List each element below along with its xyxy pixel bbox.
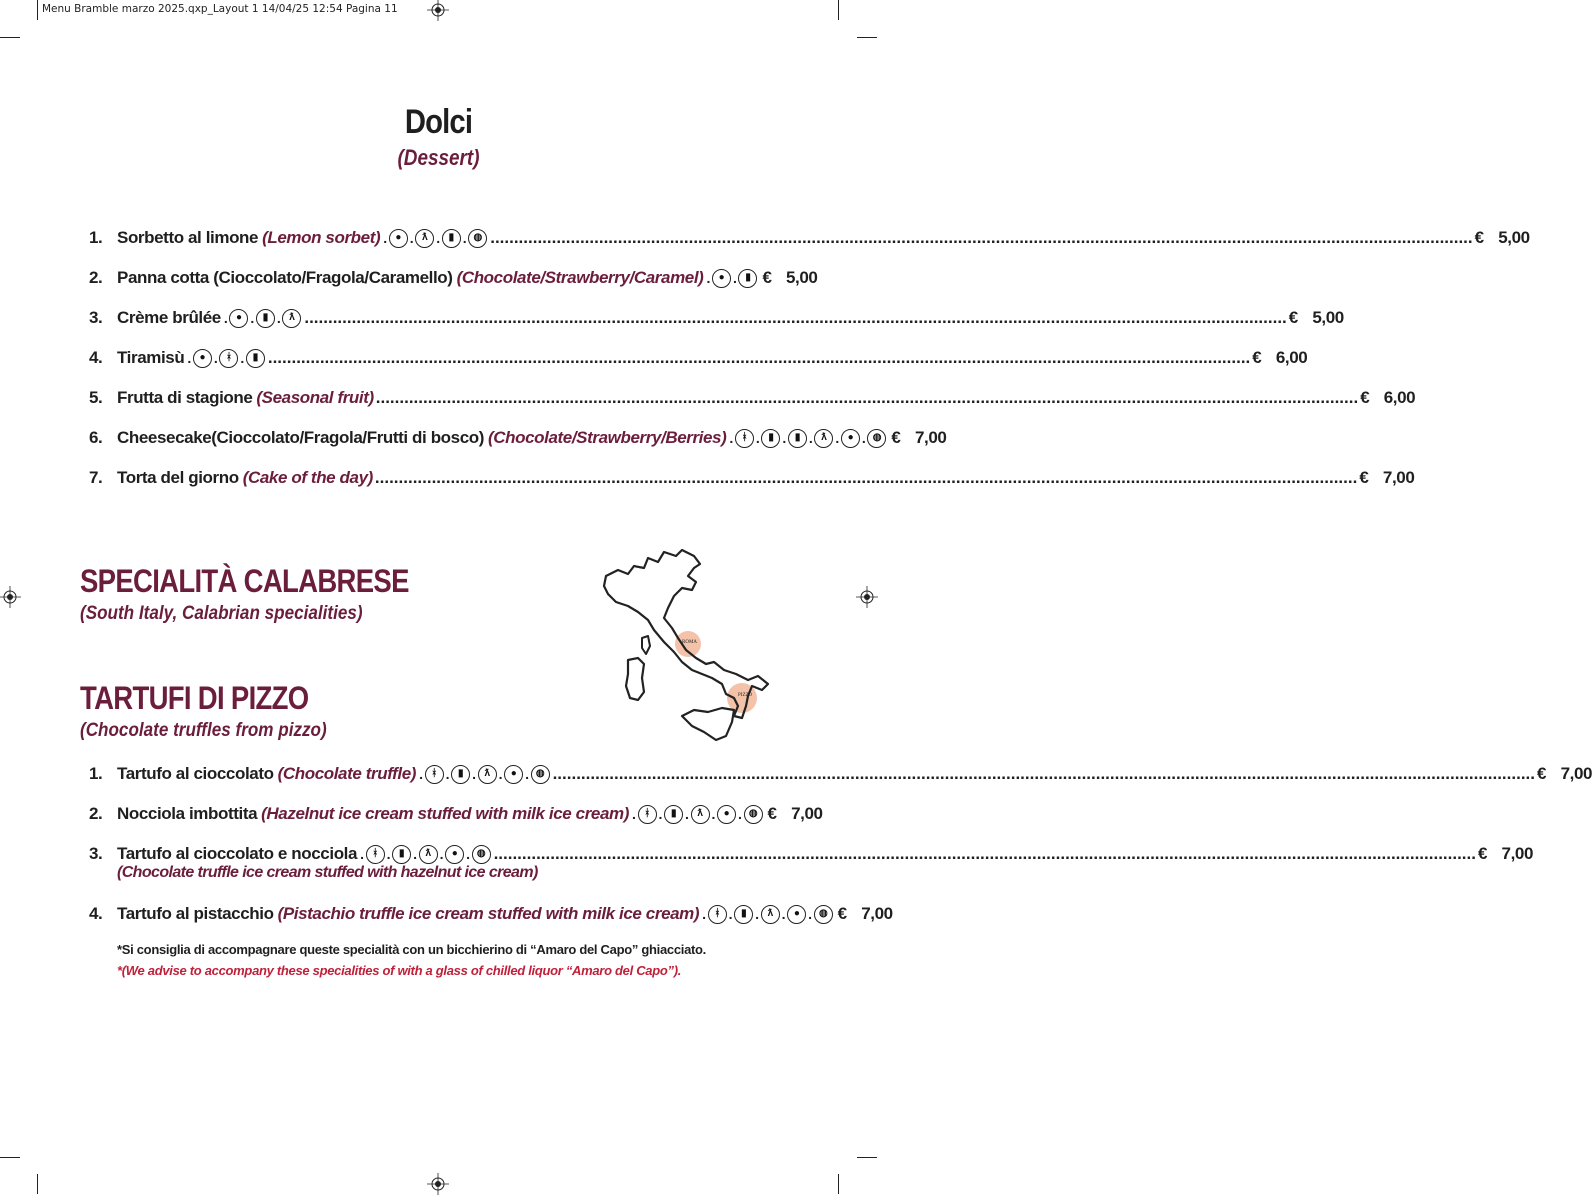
separator-dot: . <box>781 906 786 922</box>
celery-icon: ƛ <box>415 229 434 248</box>
menu-item <box>89 386 1416 410</box>
separator-dot: . <box>250 310 254 326</box>
separator-dot: . <box>466 846 470 862</box>
crop-mark <box>0 1157 20 1158</box>
bottle-icon: ▮ <box>734 905 753 924</box>
currency-symbol: € <box>1288 308 1298 327</box>
note-english: *(We advise to accompany these specialities of with a glass of chilled liquor “Amaro del Capo”). <box>117 963 682 978</box>
separator-dot: . <box>706 270 710 286</box>
celery-icon: ƛ <box>419 845 438 864</box>
separator-dot: . <box>732 270 737 286</box>
separator-dot: . <box>436 230 440 246</box>
separator-dot: . <box>632 806 636 822</box>
section-title-tartufi: TARTUFI DI PIZZO <box>80 680 309 716</box>
section-subtitle-calabrese: (South Italy, Calabrian specialities) <box>80 603 363 624</box>
item-name: Cheesecake(Cioccolato/Fragola/Frutti di bosco) <box>117 428 485 447</box>
bottle-icon: ▮ <box>761 429 780 448</box>
drop-icon: ● <box>712 269 731 288</box>
item-translation: (Chocolate/Strawberry/Caramel) <box>456 268 704 287</box>
drop-icon: ● <box>841 429 860 448</box>
bottle-icon: ▮ <box>442 229 461 248</box>
allergen-icons <box>728 429 887 448</box>
item-price: 5,00 <box>1312 308 1344 327</box>
celery-icon: ƛ <box>814 429 833 448</box>
currency-symbol: € <box>767 804 777 823</box>
item-price: 7,00 <box>1560 764 1592 783</box>
crop-mark <box>838 0 839 20</box>
menu-item <box>89 762 1592 786</box>
bottle-icon: ▮ <box>738 269 757 288</box>
drop-icon: ● <box>193 349 212 368</box>
sardinia-outline <box>626 658 644 700</box>
item-price: 6,00 <box>1275 348 1308 367</box>
separator-dot: . <box>782 430 786 446</box>
drop-icon: ● <box>389 229 408 248</box>
menu-item <box>89 306 1344 330</box>
separator-dot: . <box>187 350 191 366</box>
item-name: Tiramisù <box>117 348 185 367</box>
item-number: 3. <box>89 308 103 327</box>
pizzo-map-label: PIZZO <box>738 693 753 698</box>
wheat-icon: ᚼ <box>219 349 238 368</box>
separator-dot: . <box>702 906 706 922</box>
nut-icon: ◍ <box>744 805 763 824</box>
item-number: 1. <box>89 764 103 783</box>
allergen-icons <box>705 269 758 288</box>
menu-item <box>89 466 1415 490</box>
separator-dot: . <box>729 430 733 446</box>
bottle-icon: ▮ <box>451 765 470 784</box>
dot-leader <box>304 308 1286 328</box>
crop-mark <box>37 0 38 20</box>
item-name: Tartufo al cioccolato e nocciola <box>117 844 358 863</box>
roma-map-label: ROMA <box>682 640 698 645</box>
separator-dot: . <box>808 430 813 446</box>
dot-leader <box>553 764 1535 784</box>
item-translation: (Seasonal fruit) <box>256 388 374 407</box>
note-italian: *Si consiglia di accompagnare queste specialità con un bicchierino di “Amaro del Capo” ghiacciato. <box>117 942 706 957</box>
separator-dot: . <box>383 230 387 246</box>
currency-symbol: € <box>1474 228 1484 247</box>
nut-icon: ◍ <box>531 765 550 784</box>
item-price: 7,00 <box>914 428 947 447</box>
bottle-icon: ▮ <box>392 845 411 864</box>
registration-mark <box>0 586 21 608</box>
separator-dot: . <box>728 906 733 922</box>
item-name: Nocciola imbottita <box>117 804 258 823</box>
dot-leader <box>490 228 1472 248</box>
drop-icon: ● <box>787 905 806 924</box>
separator-dot: . <box>738 806 742 822</box>
item-name: Panna cotta (Cioccolato/Fragola/Caramello) <box>117 268 453 287</box>
item-number: 6. <box>89 428 103 447</box>
separator-dot: . <box>213 350 218 366</box>
item-translation: (Chocolate truffle) <box>277 764 417 783</box>
nut-icon: ◍ <box>472 845 491 864</box>
celery-icon: ƛ <box>691 805 710 824</box>
item-price: 5,00 <box>786 268 818 287</box>
separator-dot: . <box>276 310 281 326</box>
celery-icon: ƛ <box>761 905 780 924</box>
separator-dot: . <box>462 230 467 246</box>
crop-mark <box>37 1174 38 1194</box>
separator-dot: . <box>439 846 444 862</box>
separator-dot: . <box>472 766 476 782</box>
separator-dot: . <box>223 310 228 326</box>
item-price: 7,00 <box>1501 844 1534 863</box>
currency-symbol: € <box>762 268 772 287</box>
dot-leader <box>494 844 1476 864</box>
separator-dot: . <box>409 230 414 246</box>
item-translation: (Hazelnut ice cream stuffed with milk ice cream) <box>261 804 629 823</box>
item-price: 7,00 <box>861 904 893 923</box>
separator-dot: . <box>525 766 529 782</box>
section-title-dolci: Dolci <box>404 103 473 141</box>
item-number: 2. <box>89 268 103 287</box>
bottle-icon: ▮ <box>246 349 265 368</box>
separator-dot: . <box>498 766 503 782</box>
currency-symbol: € <box>891 428 901 447</box>
item-number: 7. <box>89 468 103 487</box>
bottle-icon: ▮ <box>788 429 807 448</box>
italy-map <box>598 546 780 746</box>
menu-item <box>89 902 893 926</box>
item-price: 7,00 <box>791 804 823 823</box>
allergen-icons <box>382 229 488 248</box>
separator-dot: . <box>685 806 689 822</box>
item-number: 4. <box>89 904 103 923</box>
crop-mark <box>0 37 20 38</box>
registration-mark <box>427 0 449 21</box>
separator-dot: . <box>386 846 391 862</box>
separator-dot: . <box>240 350 244 366</box>
menu-item <box>89 266 818 290</box>
menu-item <box>89 842 1534 866</box>
wheat-icon: ᚼ <box>425 765 444 784</box>
currency-symbol: € <box>837 904 847 923</box>
wheat-icon: ᚼ <box>366 845 385 864</box>
allergen-icons <box>631 805 764 824</box>
wheat-icon: ᚼ <box>708 905 727 924</box>
currency-symbol: € <box>1477 844 1488 863</box>
menu-item <box>89 346 1308 370</box>
item-name: Frutta di stagione <box>117 388 253 407</box>
item-translation: (Cake of the day) <box>242 468 373 487</box>
section-subtitle-dolci: (Dessert) <box>397 145 480 170</box>
separator-dot: . <box>445 766 450 782</box>
wheat-icon: ᚼ <box>735 429 754 448</box>
sicily-outline <box>682 708 734 740</box>
menu-item <box>89 226 1530 250</box>
item-price: 7,00 <box>1382 468 1415 487</box>
separator-dot: . <box>835 430 839 446</box>
separator-dot: . <box>755 430 760 446</box>
item-name: Torta del giorno <box>117 468 239 487</box>
item-number: 1. <box>89 228 103 247</box>
celery-icon: ƛ <box>478 765 497 784</box>
item-name: Sorbetto al limone <box>117 228 259 247</box>
item-price: 6,00 <box>1383 388 1416 407</box>
wheat-icon: ᚼ <box>638 805 657 824</box>
item-name: Crème brûlée <box>117 308 221 327</box>
separator-dot: . <box>658 806 662 822</box>
separator-dot: . <box>861 430 866 446</box>
item-number: 5. <box>89 388 103 407</box>
allergen-icons <box>359 845 492 864</box>
crop-mark <box>857 37 877 38</box>
menu-item <box>89 426 947 450</box>
item-number: 4. <box>89 348 103 367</box>
separator-dot: . <box>711 806 715 822</box>
separator-dot: . <box>360 846 364 862</box>
allergen-icons <box>223 309 303 328</box>
currency-symbol: € <box>1537 764 1547 783</box>
separator-dot: . <box>755 906 759 922</box>
item-number: 3. <box>89 844 103 863</box>
section-title-calabrese: SPECIALITÀ CALABRESE <box>80 563 409 599</box>
allergen-icons <box>701 905 834 924</box>
registration-mark <box>427 1173 449 1195</box>
item-translation: (Lemon sorbet) <box>262 228 381 247</box>
item-translation: (Pistachio truffle ice cream stuffed with milk ice cream) <box>277 904 700 923</box>
nut-icon: ◍ <box>814 905 833 924</box>
currency-symbol: € <box>1359 468 1369 487</box>
menu-item <box>89 802 823 826</box>
item-price: 5,00 <box>1498 228 1530 247</box>
dot-leader <box>376 388 1358 408</box>
item-name: Tartufo al pistacchio <box>117 904 274 923</box>
truffle-3-translation: (Chocolate truffle ice cream stuffed with hazelnut ice cream) <box>117 864 538 881</box>
crop-mark <box>838 1174 839 1194</box>
corsica-outline <box>642 636 650 654</box>
print-slug: Menu Bramble marzo 2025.qxp_Layout 1 14/04/25 12:54 Pagina 11 <box>42 3 398 15</box>
separator-dot: . <box>808 906 812 922</box>
item-number: 2. <box>89 804 103 823</box>
bottle-icon: ▮ <box>256 309 275 328</box>
nut-icon: ◍ <box>867 429 886 448</box>
drop-icon: ● <box>445 845 464 864</box>
registration-mark <box>856 586 878 608</box>
bottle-icon: ▮ <box>664 805 683 824</box>
drop-icon: ● <box>504 765 523 784</box>
celery-icon: ƛ <box>282 309 301 328</box>
separator-dot: . <box>419 766 423 782</box>
item-translation: (Chocolate/Strawberry/Berries) <box>488 428 727 447</box>
currency-symbol: € <box>1252 348 1262 367</box>
drop-icon: ● <box>229 309 248 328</box>
item-name: Tartufo al cioccolato <box>117 764 274 783</box>
allergen-icons <box>418 765 551 784</box>
dot-leader <box>375 468 1357 488</box>
separator-dot: . <box>413 846 417 862</box>
drop-icon: ● <box>717 805 736 824</box>
allergen-icons <box>186 349 266 368</box>
crop-mark <box>857 1157 877 1158</box>
dot-leader <box>268 348 1250 368</box>
section-subtitle-tartufi: (Chocolate truffles from pizzo) <box>80 720 327 741</box>
nut-icon: ◍ <box>468 229 487 248</box>
currency-symbol: € <box>1360 388 1370 407</box>
